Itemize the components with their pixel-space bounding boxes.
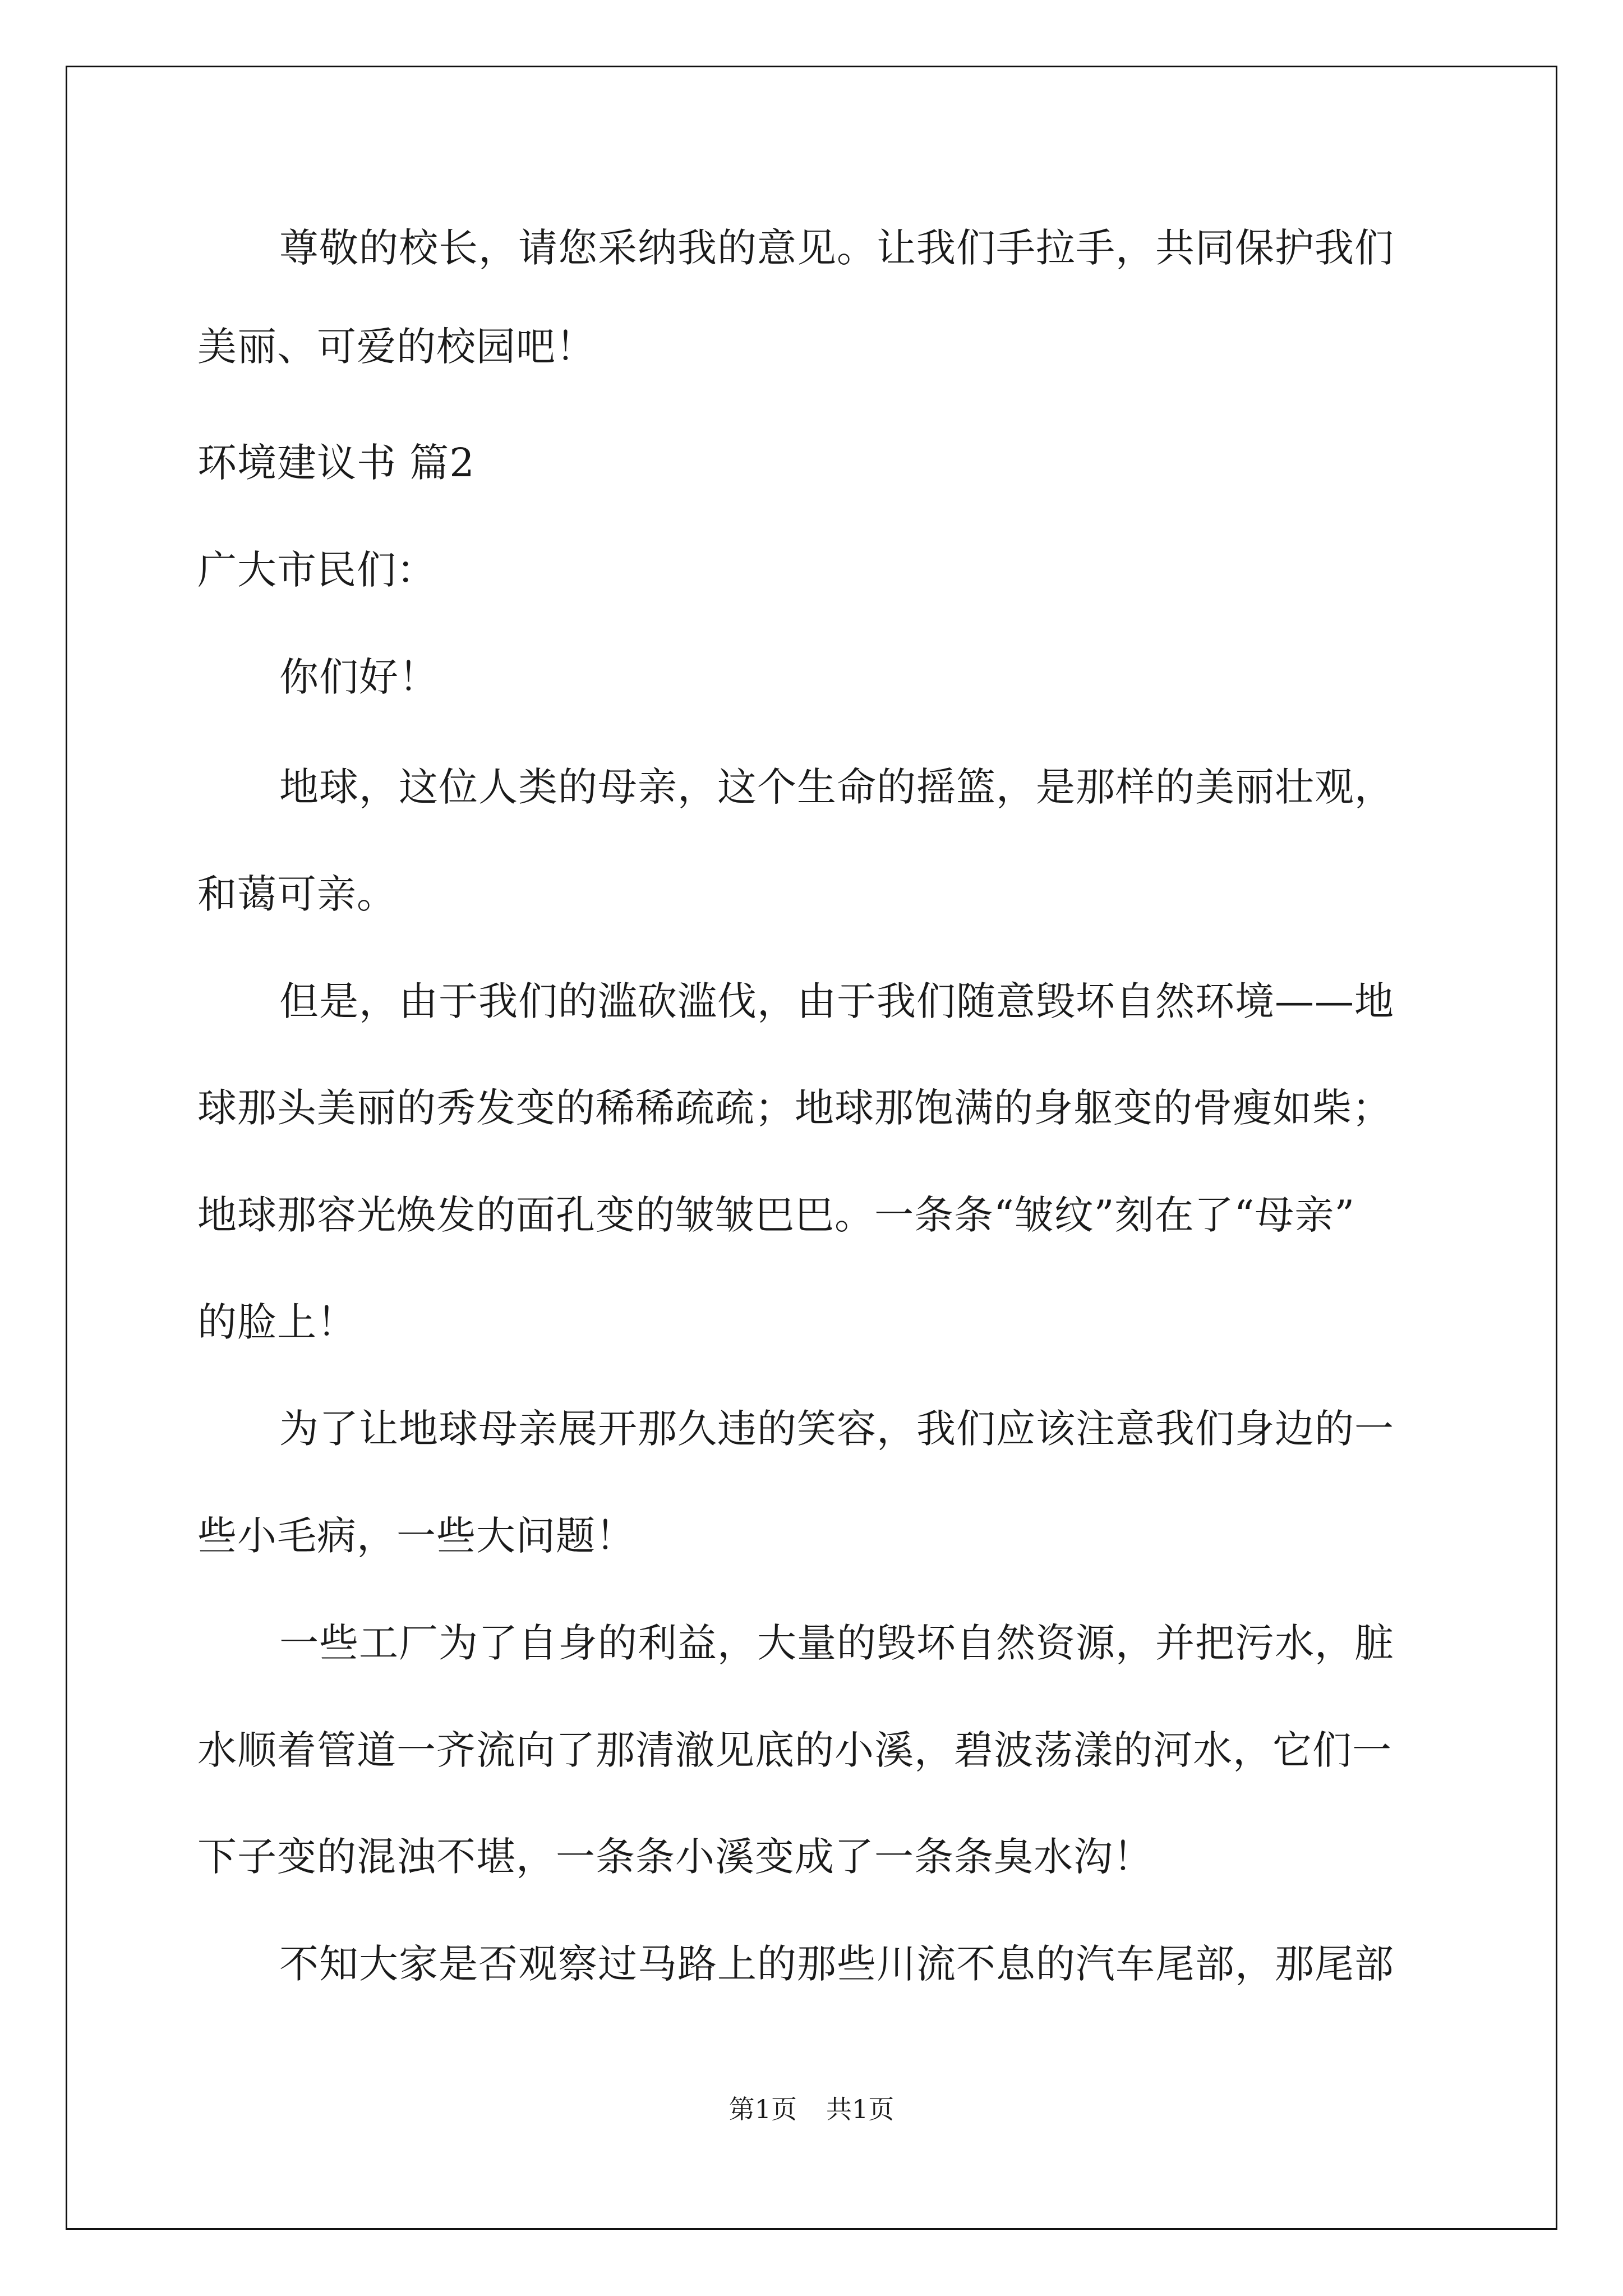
- page-number: 第1页: [728, 2094, 797, 2124]
- paragraph-line: 尊敬的校长，请您采纳我的意见。让我们手拉手，共同保护我们: [279, 225, 1394, 271]
- page-footer: [0, 2092, 1623, 2126]
- salutation: 广大市民们：: [197, 547, 436, 593]
- paragraph-line: 美丽、可爱的校园吧！: [197, 324, 596, 370]
- greeting: 你们好！: [279, 654, 439, 700]
- paragraph-line: 但是，由于我们的滥砍滥伐，由于我们随意毁坏自然环境——地: [279, 978, 1394, 1024]
- page-border: [66, 66, 1557, 2230]
- paragraph-line: 地球，这位人类的母亲，这个生命的摇篮，是那样的美丽壮观，: [279, 764, 1394, 810]
- page-total: 共1页: [826, 2094, 895, 2124]
- paragraph-line: 不知大家是否观察过马路上的那些川流不息的汽车尾部，那尾部: [279, 1941, 1394, 1987]
- paragraph-line: 水顺着管道一齐流向了那清澈见底的小溪，碧波荡漾的河水，它们一: [197, 1727, 1392, 1773]
- paragraph-line: 为了让地球母亲展开那久违的笑容，我们应该注意我们身边的一: [279, 1406, 1394, 1452]
- paragraph-line: 下子变的混浊不堪，一条条小溪变成了一条条臭水沟！: [197, 1834, 1153, 1880]
- paragraph-line: 一些工厂为了自身的利益，大量的毁坏自然资源，并把污水，脏: [279, 1620, 1394, 1666]
- section-heading: 环境建议书 篇2: [197, 440, 475, 486]
- paragraph-line: 球那头美丽的秀发变的稀稀疏疏；地球那饱满的身躯变的骨瘦如柴；: [197, 1085, 1392, 1131]
- paragraph-line: 的脸上！: [197, 1299, 357, 1345]
- paragraph-line: 地球那容光焕发的面孔变的皱皱巴巴。一条条“皱纹”刻在了“母亲”: [197, 1192, 1355, 1238]
- paragraph-line: 和蔼可亲。: [197, 871, 396, 917]
- paragraph-line: 些小毛病，一些大问题！: [197, 1513, 635, 1559]
